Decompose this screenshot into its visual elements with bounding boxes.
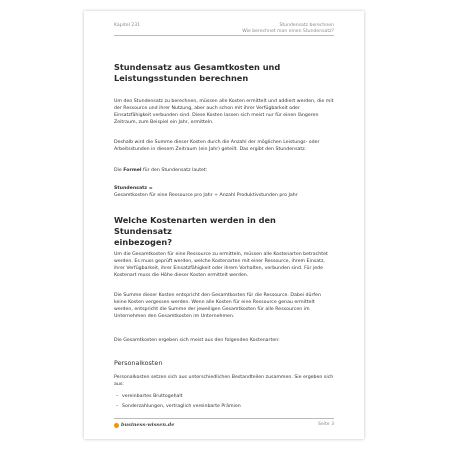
section3-para1: Personalkosten setzen sich aus unterschiedlichen Bestandteilen zusammen. Sie ergeben sich aus:: [114, 375, 334, 387]
section1-para2-block: [114, 139, 334, 153]
formula-intro-pre: Die: [114, 168, 124, 173]
section1-heading: [114, 62, 334, 84]
logo-dot-icon: [114, 423, 119, 428]
section1-para1-block: [114, 98, 334, 126]
list-item-text: vereinbartes Bruttogehalt: [122, 394, 183, 399]
business-wissen-logo[interactable]: [114, 422, 174, 428]
section3-bullets: [114, 393, 334, 410]
section3-heading-text: Personalkosten: [114, 359, 163, 367]
bullet-dash: –: [116, 404, 119, 409]
formula-intro-bold: Formel: [123, 168, 142, 173]
logo-text: business-wissen.de: [121, 422, 175, 428]
header-divider: [114, 35, 334, 36]
section3-heading: [114, 359, 334, 368]
formula-intro: [114, 167, 334, 174]
section2-para3: Die Gesamtkosten ergeben sich meist aus den folgenden Kostenarten:: [114, 338, 280, 343]
section2-para2-block: [114, 292, 334, 320]
formula-label: Stundensatz =: [114, 186, 153, 191]
header-title: Stundensatz berechnen: [279, 23, 334, 28]
section1-heading-line1: Stundensatz aus Gesamtkosten und: [114, 62, 281, 72]
section2-heading-line1: Welche Kostenarten werden in den Stundensatz: [114, 215, 276, 236]
list-item: [114, 393, 334, 400]
formula-text: Gesamtkosten für eine Ressource pro Jahr ÷ Anzahl Produktivstunden pro Jahr: [114, 193, 298, 198]
section1-para1: Um den Stundensatz zu berechnen, müssen alle Kosten ermittelt und addiert werden, die mit der Ressource und ihrer Nutzung, aber auch schon mit ihrer Verfügbarkeit oder Einsatzfähigkeit verbunden sind. Diese Kosten lassen sich meist nur für einen längeren Zeitraum, zum Beispiel ein Jahr, ermitteln.: [114, 99, 334, 125]
list-item-text: Sonderzahlungen, vertraglich vereinbarte Prämien: [122, 404, 241, 409]
bullet-dash: –: [116, 394, 119, 399]
section2-para2: Die Summe dieser Kosten entspricht den Gesamtkosten für die Ressource. Dabei dürfen keine Kosten vergessen werden. Wenn alle Kosten für eine Ressource genau ermittelt werden, entspricht die Summe der jeweiligen Gesamtkosten für alle Ressourcen im Unternehmen den Gesamtkosten im Unternehmen.: [114, 293, 321, 319]
section3-para1-block: [114, 374, 334, 388]
section1-heading-line2: Leistungsstunden berechnen: [114, 73, 249, 83]
section2-para1-block: [114, 251, 334, 279]
section2-heading: [114, 215, 334, 248]
document-page: [84, 11, 364, 439]
formula-intro-post: für den Stundensatz lautet:: [141, 168, 208, 173]
list-item: [114, 403, 334, 410]
footer-divider: [114, 418, 334, 419]
chapter-label: Kapitel 231: [114, 23, 141, 28]
page-number: Seite 3: [317, 422, 334, 427]
section1-para2: Deshalb wird die Summe dieser Kosten durch die Anzahl der möglichen Leistungs- oder Arbeitsstunden in diesem Zeitraum (ein Jahr) geteilt. Das ergibt den Stundensatz.: [114, 140, 320, 152]
section2-para3-block: [114, 337, 334, 344]
header-subtitle: Wie berechnet man einen Stundensatz?: [242, 29, 334, 34]
formula-block: [114, 185, 334, 199]
section2-heading-line2: einbezogen?: [114, 237, 172, 247]
section2-para1: Um die Gesamtkosten für eine Ressource zu ermitteln, müssen alle Kostenarten betrachtet werden. Es muss geprüft werden, welche Kostenarten mit einer Ressource, ihrem Einsatz, ihrer Verfügbarkeit, ihrer Einsatzfähigkeit oder ihrem Vorhalten, verbunden sind. Für jede Kostenart muss die Höhe dieser Kosten ermittelt werden.: [114, 252, 328, 278]
